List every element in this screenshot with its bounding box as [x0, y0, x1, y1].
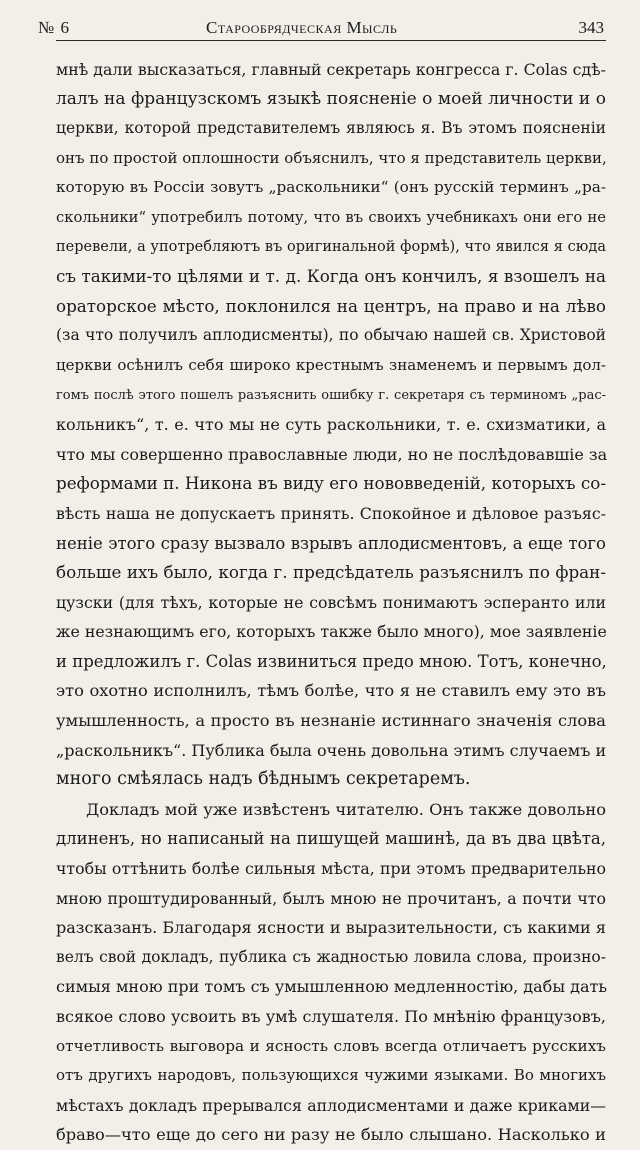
text-line: симыя мною при томъ съ умышленною медленностію, дабы дать: [56, 977, 608, 997]
text-line: отъ другихъ народовъ, пользующихся чужими языками. Во многихъ: [56, 1066, 606, 1085]
text-line: это охотно исполнилъ, тѣмъ болѣе, что я не ставилъ ему это въ: [56, 681, 606, 701]
text-line: церкви осѣнилъ себя широко крестнымъ знаменемъ и первымъ дол-: [56, 355, 606, 374]
journal-title: Старообрядческая Мысль: [206, 18, 398, 37]
paragraph-1: [56, 55, 606, 795]
text-line: лалъ на французскомъ языкѣ поясненіе о моей личности и о: [56, 88, 606, 109]
text-line: мнѣ дали высказаться, главный секретарь конгресса г. Colas сдѣ-: [56, 60, 606, 79]
text-line: которую въ Россіи зовутъ „раскольники“ (онъ русскій терминъ „ра-: [56, 178, 606, 197]
text-line: отчетливость выговора и ясность словъ всегда отличаетъ русскихъ: [56, 1036, 606, 1055]
text-line: чтобы оттѣнить болѣе сильныя мѣста, при этомъ предварительно: [56, 859, 606, 879]
text-line: разсказанъ. Благодаря ясности и выразительности, съ какими я: [56, 918, 606, 938]
page-number: 343: [578, 18, 604, 37]
issue-number: № 6: [38, 18, 70, 37]
text-line: церкви, которой представителемъ являюсь я. Въ этомъ поясненіи: [56, 119, 606, 138]
text-line: Докладъ мой уже извѣстенъ читателю. Онъ также довольно: [86, 799, 606, 819]
text-line: гомъ послѣ этого пошелъ разъяснить ошибку г. секретаря съ терминомъ „рас-: [56, 387, 606, 403]
text-line: мѣстахъ докладъ прерывался аплодисментами и даже криками—: [56, 1095, 606, 1115]
text-line: съ такими-то цѣлями и т. д. Когда онъ кончилъ, я взошелъ на: [56, 266, 606, 287]
text-line: длиненъ, но написаный на пишущей машинѣ, да въ два цвѣта,: [56, 829, 606, 849]
body-text: [56, 55, 606, 1150]
text-line: много смѣялась надъ бѣднымъ секретаремъ.: [56, 769, 471, 790]
text-line: что мы совершенно православные люди, но не послѣдовавшіе за: [56, 444, 608, 464]
text-line: скольники“ употребилъ потому, что въ своихъ учебникахъ они его не: [56, 208, 606, 226]
text-line: велъ свой докладъ, публика съ жадностью ловила слова, произно-: [56, 947, 606, 966]
text-line: онъ по простой оплошности объяснилъ, что я представитель церкви,: [56, 148, 607, 167]
text-line: мною проштудированный, былъ мною не прочитанъ, а почти что: [56, 888, 606, 908]
text-line: больше ихъ было, когда г. предсѣдатель разъяснилъ по фран-: [56, 562, 606, 583]
text-line: умышленность, а просто въ незнаніе истиннаго значенія слова: [56, 711, 606, 731]
text-line: неніе этого сразу вызвало взрывъ аплодисментовъ, а еще того: [56, 533, 606, 553]
text-line: всякое слово усвоить въ умѣ слушателя. По мнѣнію французовъ,: [56, 1007, 606, 1026]
paragraph-2: [56, 795, 606, 1150]
text-line: и предложилъ г. Colas извиниться предо мною. Тотъ, конечно,: [56, 651, 607, 671]
text-line: „раскольникъ“. Публика была очень довольна этимъ случаемъ и: [56, 740, 607, 760]
text-line: (за что получилъ аплодисменты), по обычаю нашей св. Христовой: [56, 326, 606, 345]
text-line: ораторское мѣсто, поклонился на центръ, на право и на лѣво: [56, 295, 606, 316]
text-line: кольникъ“, т. е. что мы не суть раскольники, т. е. схизматики, а: [56, 415, 606, 435]
running-head: [38, 0, 606, 41]
text-line: перевели, а употребляютъ въ оригинальной формѣ), что явился я сюда: [56, 238, 606, 255]
text-line: же незнающимъ его, которыхъ также было много), мое заявленіе: [56, 622, 607, 642]
text-line: реформами п. Никона въ виду его нововведеній, которыхъ со-: [56, 473, 606, 494]
text-line: браво—что еще до сего ни разу не было слышано. Насколько и: [56, 1125, 606, 1145]
text-line: вѣсть наша не допускаетъ принять. Спокойное и дѣловое разъяс-: [56, 503, 606, 523]
text-line: цузски (для тѣхъ, которые не совсѣмъ понимаютъ эсперанто или: [56, 592, 606, 612]
